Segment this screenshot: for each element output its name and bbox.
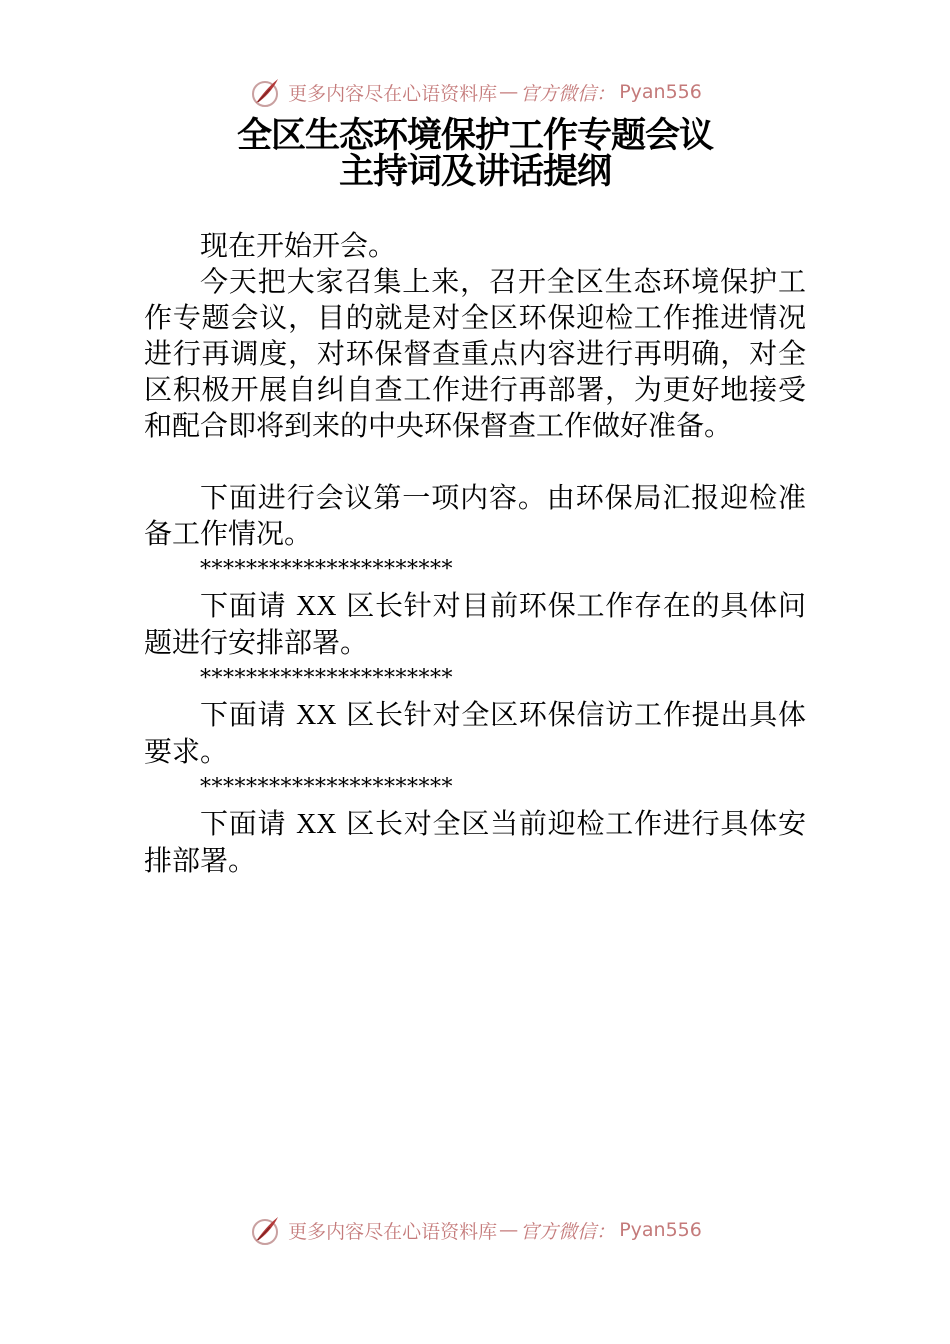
p6-suffix: 区长对全区当前迎检工作进行具体安排部署。 (144, 807, 807, 877)
watermark-separator: — (499, 81, 519, 103)
paragraph-4 (144, 588, 806, 661)
p4-suffix: 区长针对目前环保工作存在的具体问题进行安排部署。 (144, 589, 807, 659)
p5-prefix: 下面请 (200, 698, 297, 731)
title-line-2: 主持词及讲话提纲 (338, 152, 611, 192)
paragraph-1: 现在开始开会。 (200, 229, 397, 262)
watermark-wechat-id: Pyan556 (619, 81, 702, 103)
paragraph-2: 今天把大家召集上来，召开全区生态环境保护工作专题会议，目的就是对全区环保迎检工作推进情况进行再调度，对环保督查重点内容进行再明确，对全区积极开展自纠自查工作进行再部署，为更好地接受和配合即将到来的中央环保督查工作做好准备。 (144, 265, 806, 442)
document-title (0, 118, 950, 190)
header-watermark (0, 72, 950, 112)
paragraph-6 (144, 806, 806, 879)
p4-placeholder: XX (296, 591, 337, 622)
blank-line (144, 444, 806, 480)
separator-stars-2: ********************** (200, 666, 453, 691)
paragraph-3: 下面进行会议第一项内容。由环保局汇报迎检准备工作情况。 (144, 481, 806, 550)
watermark-text: 更多内容尽在心语资料库 (288, 1220, 498, 1243)
p5-suffix: 区长针对全区环保信访工作提出具体要求。 (144, 698, 807, 768)
feather-pen-logo-icon (248, 75, 282, 109)
watermark-text: 更多内容尽在心语资料库 (288, 82, 498, 105)
watermark-wechat-label: 官方微信： (520, 82, 616, 105)
p6-placeholder: XX (296, 809, 337, 840)
separator-stars-1: ********************** (200, 557, 453, 582)
footer-watermark (0, 1210, 950, 1250)
separator-stars-3: ********************** (200, 775, 453, 800)
feather-pen-logo-icon (248, 1213, 282, 1247)
p6-prefix: 下面请 (200, 807, 297, 840)
p4-prefix: 下面请 (200, 589, 297, 622)
paragraph-5 (144, 697, 806, 770)
watermark-wechat-id: Pyan556 (619, 1219, 702, 1241)
watermark-separator: — (499, 1219, 519, 1241)
watermark-wechat-label: 官方微信： (520, 1220, 616, 1243)
p5-placeholder: XX (296, 700, 337, 731)
document-body (144, 228, 806, 879)
title-line-1: 全区生态环境保护工作专题会议 (236, 116, 713, 156)
